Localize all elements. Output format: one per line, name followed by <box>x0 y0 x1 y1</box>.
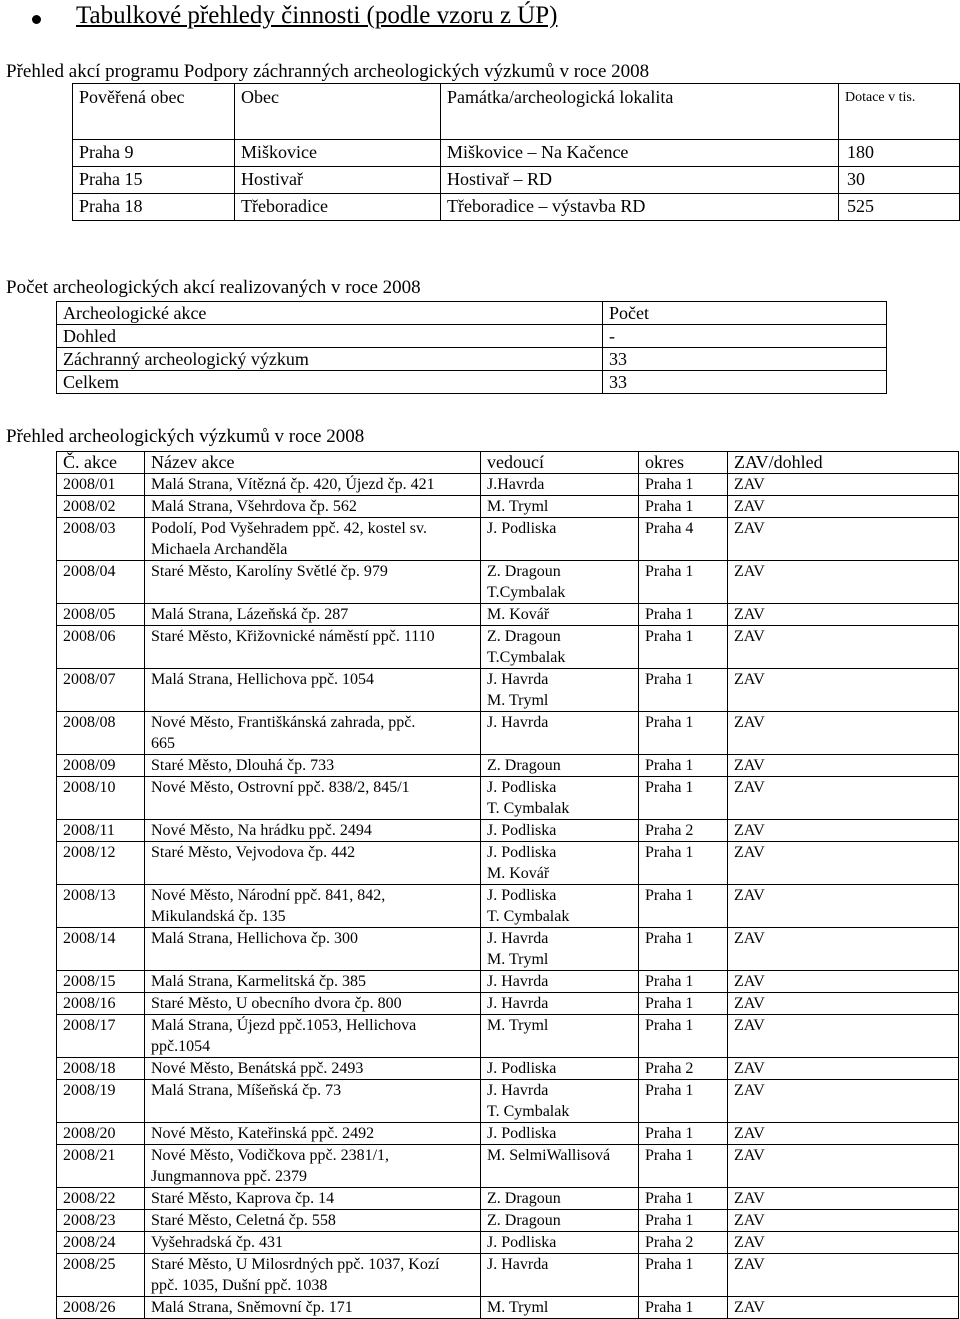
table-header-row <box>57 302 887 325</box>
action-name: Michaela Archanděla <box>151 541 288 558</box>
district: Praha 1 <box>645 757 694 774</box>
table-row <box>57 1254 959 1297</box>
action-type: ZAV <box>734 1234 765 1251</box>
action-leader: M. Tryml <box>487 692 549 709</box>
column-header: Počet <box>609 303 649 323</box>
research-table <box>56 451 959 1319</box>
action-type: ZAV <box>734 844 765 861</box>
table-cell: Praha 15 <box>79 169 143 189</box>
action-name: Staré Město, Vejvodova čp. 442 <box>151 844 356 861</box>
action-leader: J. Podliska <box>487 520 557 537</box>
action-type: ZAV <box>734 973 765 990</box>
action-type: ZAV <box>734 628 765 645</box>
table-row <box>73 140 960 167</box>
action-type: ZAV <box>734 757 765 774</box>
action-leader: M. Kovář <box>487 865 550 882</box>
table-cell: Celkem <box>63 372 119 392</box>
district: Praha 1 <box>645 1299 694 1316</box>
action-number: 2008/04 <box>63 563 116 580</box>
action-type: ZAV <box>734 995 765 1012</box>
action-name: Staré Město, Celetná čp. 558 <box>151 1212 336 1229</box>
action-leader: J. Havrda <box>487 1256 549 1273</box>
action-name: Nové Město, Benátská ppč. 2493 <box>151 1060 364 1077</box>
table-cell: Miškovice – Na Kačence <box>447 142 629 162</box>
action-leader: J. Havrda <box>487 714 549 731</box>
section1-heading: Přehled akcí programu Podpory záchranných archeologických výzkumů v roce 2008 <box>6 61 650 82</box>
table-row <box>57 1297 959 1319</box>
action-leader: J. Podliska <box>487 779 557 796</box>
action-leader: J. Podliska <box>487 1234 557 1251</box>
action-number: 2008/05 <box>63 606 116 623</box>
column-header: vedoucí <box>487 452 544 472</box>
action-leader: Z. Dragoun <box>487 628 561 645</box>
action-number: 2008/11 <box>63 822 115 839</box>
table-cell: Miškovice <box>241 142 317 162</box>
action-number: 2008/01 <box>63 476 116 493</box>
table-cell: Třeboradice <box>241 196 328 216</box>
action-type: ZAV <box>734 498 765 515</box>
district: Praha 1 <box>645 930 694 947</box>
table-row <box>57 1058 959 1080</box>
action-number: 2008/20 <box>63 1125 116 1142</box>
district: Praha 1 <box>645 714 694 731</box>
action-number: 2008/22 <box>63 1190 116 1207</box>
table-row <box>73 194 960 221</box>
column-header: Pověřená obec <box>79 87 185 107</box>
table-row <box>57 325 887 348</box>
action-name: Vyšehradská čp. 431 <box>151 1234 283 1251</box>
action-name: ppč. 1035, Dušní ppč. 1038 <box>151 1277 328 1294</box>
action-number: 2008/15 <box>63 973 116 990</box>
district: Praha 1 <box>645 671 694 688</box>
action-leader: Z. Dragoun <box>487 1212 561 1229</box>
title-text: Tabulkové přehledy činnosti (podle vzoru z ÚP) <box>76 2 558 29</box>
action-name: Malá Strana, Hellichova čp. 300 <box>151 930 359 947</box>
action-number: 2008/06 <box>63 628 116 645</box>
action-name: Nové Město, Na hrádku ppč. 2494 <box>151 822 372 839</box>
action-name: Malá Strana, Sněmovní čp. 171 <box>151 1299 353 1316</box>
action-leader: T. Cymbalak <box>487 1103 570 1120</box>
action-type: ZAV <box>734 1147 765 1164</box>
action-leader: J. Podliska <box>487 1060 557 1077</box>
action-name: Staré Město, Kaprova čp. 14 <box>151 1190 335 1207</box>
table-row <box>57 561 959 604</box>
district: Praha 1 <box>645 973 694 990</box>
table-row <box>57 820 959 842</box>
action-type: ZAV <box>734 520 765 537</box>
table-row <box>57 518 959 561</box>
action-number: 2008/03 <box>63 520 116 537</box>
action-name: Staré Město, U Milosrdných ppč. 1037, Kozí <box>151 1256 440 1273</box>
action-leader: T. Cymbalak <box>487 800 570 817</box>
table-row <box>57 1015 959 1058</box>
action-leader: J. Havrda <box>487 671 549 688</box>
district: Praha 1 <box>645 606 694 623</box>
action-type: ZAV <box>734 1256 765 1273</box>
action-leader: M. Kovář <box>487 606 550 623</box>
column-header: Archeologické akce <box>63 303 207 323</box>
action-type: ZAV <box>734 1017 765 1034</box>
column-header: Památka/archeologická lokalita <box>447 87 674 107</box>
district: Praha 1 <box>645 1212 694 1229</box>
action-type: ZAV <box>734 822 765 839</box>
action-number: 2008/07 <box>63 671 116 688</box>
table-row <box>57 842 959 885</box>
district: Praha 4 <box>645 520 694 537</box>
table-row <box>57 928 959 971</box>
action-leader: J. Havrda <box>487 995 549 1012</box>
action-leader: M. Tryml <box>487 1299 549 1316</box>
action-leader: J. Podliska <box>487 844 557 861</box>
table-cell: Hostivař – RD <box>447 169 552 189</box>
column-header: Obec <box>241 87 279 107</box>
action-leader: M. Tryml <box>487 498 549 515</box>
action-name: Jungmannova ppč. 2379 <box>151 1168 307 1185</box>
table-cell: 30 <box>847 169 865 189</box>
action-type: ZAV <box>734 1299 765 1316</box>
action-leader: J. Podliska <box>487 822 557 839</box>
grants-table <box>72 83 960 221</box>
action-number: 2008/16 <box>63 995 116 1012</box>
section2-heading: Počet archeologických akcí realizovaných v roce 2008 <box>6 277 421 298</box>
action-number: 2008/26 <box>63 1299 116 1316</box>
district: Praha 2 <box>645 1234 694 1251</box>
action-name: Malá Strana, Újezd ppč.1053, Hellichova <box>151 1017 417 1034</box>
action-leader: J.Havrda <box>487 476 545 493</box>
action-leader: T.Cymbalak <box>487 649 566 666</box>
action-name: ppč.1054 <box>151 1038 211 1055</box>
table-row <box>57 1080 959 1123</box>
action-number: 2008/09 <box>63 757 116 774</box>
table-cell: 525 <box>847 196 874 216</box>
action-type: ZAV <box>734 714 765 731</box>
table-row <box>57 1188 959 1210</box>
table-header-row <box>57 452 959 474</box>
action-leader: M. Tryml <box>487 1017 549 1034</box>
action-name: Staré Město, Karolíny Světlé čp. 979 <box>151 563 388 580</box>
district: Praha 1 <box>645 995 694 1012</box>
action-number: 2008/12 <box>63 844 116 861</box>
action-leader: J. Havrda <box>487 973 549 990</box>
table-row <box>57 1210 959 1232</box>
action-name: 665 <box>151 735 175 752</box>
action-type: ZAV <box>734 1125 765 1142</box>
table-cell: Praha 18 <box>79 196 143 216</box>
action-leader: T.Cymbalak <box>487 584 566 601</box>
action-name: Malá Strana, Lázeňská čp. 287 <box>151 606 349 623</box>
action-number: 2008/08 <box>63 714 116 731</box>
table-row <box>57 626 959 669</box>
action-leader: Z. Dragoun <box>487 1190 561 1207</box>
district: Praha 1 <box>645 779 694 796</box>
column-header: Č. akce <box>63 452 117 472</box>
table-row <box>57 1123 959 1145</box>
action-number: 2008/17 <box>63 1017 116 1034</box>
action-leader: J. Havrda <box>487 1082 549 1099</box>
action-type: ZAV <box>734 1190 765 1207</box>
district: Praha 1 <box>645 476 694 493</box>
table-row <box>57 669 959 712</box>
action-type: ZAV <box>734 606 765 623</box>
action-name: Malá Strana, Vítězná čp. 420, Újezd čp. 421 <box>151 476 435 493</box>
column-header: Název akce <box>151 452 235 472</box>
district: Praha 1 <box>645 1147 694 1164</box>
action-leader: Z. Dragoun <box>487 757 561 774</box>
column-header: okres <box>645 452 684 472</box>
table-row <box>57 993 959 1015</box>
action-number: 2008/13 <box>63 887 116 904</box>
action-leader: T. Cymbalak <box>487 908 570 925</box>
action-type: ZAV <box>734 1060 765 1077</box>
table-cell: Hostivař <box>241 169 303 189</box>
action-number: 2008/24 <box>63 1234 116 1251</box>
action-name: Nové Město, Národní ppč. 841, 842, <box>151 887 386 904</box>
action-type: ZAV <box>734 563 765 580</box>
district: Praha 1 <box>645 563 694 580</box>
table-cell: Záchranný archeologický výzkum <box>63 349 309 369</box>
action-type: ZAV <box>734 671 765 688</box>
action-number: 2008/23 <box>63 1212 116 1229</box>
table-row <box>57 474 959 496</box>
action-name: Mikulandská čp. 135 <box>151 908 286 925</box>
table-row <box>57 885 959 928</box>
table-row <box>57 348 887 371</box>
action-leader: J. Podliska <box>487 1125 557 1142</box>
bullet-icon <box>32 15 41 24</box>
action-name: Malá Strana, Karmelitská čp. 385 <box>151 973 367 990</box>
table-row <box>57 1232 959 1254</box>
action-name: Nové Město, Františkánská zahrada, ppč. <box>151 714 416 731</box>
table-row <box>73 167 960 194</box>
district: Praha 1 <box>645 1125 694 1142</box>
action-type: ZAV <box>734 887 765 904</box>
table-row <box>57 496 959 518</box>
action-type: ZAV <box>734 1082 765 1099</box>
district: Praha 1 <box>645 1082 694 1099</box>
action-number: 2008/19 <box>63 1082 116 1099</box>
action-name: Nové Město, Ostrovní ppč. 838/2, 845/1 <box>151 779 410 796</box>
district: Praha 1 <box>645 498 694 515</box>
district: Praha 1 <box>645 844 694 861</box>
action-name: Nové Město, Vodičkova ppč. 2381/1, <box>151 1147 390 1164</box>
column-header: ZAV/dohled <box>734 452 823 472</box>
table-row <box>57 755 959 777</box>
action-leader: J. Podliska <box>487 887 557 904</box>
district: Praha 2 <box>645 1060 694 1077</box>
action-type: ZAV <box>734 779 765 796</box>
action-name: Nové Město, Kateřinská ppč. 2492 <box>151 1125 375 1142</box>
district: Praha 1 <box>645 1190 694 1207</box>
action-type: ZAV <box>734 476 765 493</box>
action-leader: M. SelmiWallisová <box>487 1147 611 1164</box>
table-row <box>57 777 959 820</box>
action-name: Staré Město, Křižovnické náměstí ppč. 1110 <box>151 628 435 645</box>
column-header: Dotace v tis. <box>845 90 916 105</box>
district: Praha 2 <box>645 822 694 839</box>
table-cell: Třeboradice – výstavba RD <box>447 196 646 216</box>
action-number: 2008/18 <box>63 1060 116 1077</box>
action-number: 2008/02 <box>63 498 116 515</box>
action-name: Malá Strana, Míšeňská čp. 73 <box>151 1082 342 1099</box>
table-row <box>57 1145 959 1188</box>
table-row <box>57 604 959 626</box>
action-number: 2008/21 <box>63 1147 116 1164</box>
table-row <box>57 371 887 394</box>
table-cell: Dohled <box>63 326 116 346</box>
action-name: Podolí, Pod Vyšehradem ppč. 42, kostel sv. <box>151 520 427 537</box>
district: Praha 1 <box>645 887 694 904</box>
district: Praha 1 <box>645 1017 694 1034</box>
action-number: 2008/25 <box>63 1256 116 1273</box>
action-name: Staré Město, Dlouhá čp. 733 <box>151 757 335 774</box>
action-number: 2008/14 <box>63 930 116 947</box>
action-name: Staré Město, U obecního dvora čp. 800 <box>151 995 402 1012</box>
action-leader: J. Havrda <box>487 930 549 947</box>
action-count-table <box>56 301 887 394</box>
district: Praha 1 <box>645 1256 694 1273</box>
action-name: Malá Strana, Všehrdova čp. 562 <box>151 498 357 515</box>
action-name: Malá Strana, Hellichova ppč. 1054 <box>151 671 375 688</box>
table-row <box>57 712 959 755</box>
table-cell: 33 <box>609 349 627 369</box>
table-cell: 180 <box>847 142 874 162</box>
district: Praha 1 <box>645 628 694 645</box>
section3-heading: Přehled archeologických výzkumů v roce 2008 <box>6 426 365 447</box>
table-cell: - <box>609 326 615 346</box>
table-cell: 33 <box>609 372 627 392</box>
table-header-row <box>73 84 960 140</box>
action-type: ZAV <box>734 930 765 947</box>
action-number: 2008/10 <box>63 779 116 796</box>
action-leader: Z. Dragoun <box>487 563 561 580</box>
action-leader: M. Tryml <box>487 951 549 968</box>
table-row <box>57 971 959 993</box>
table-cell: Praha 9 <box>79 142 134 162</box>
action-type: ZAV <box>734 1212 765 1229</box>
